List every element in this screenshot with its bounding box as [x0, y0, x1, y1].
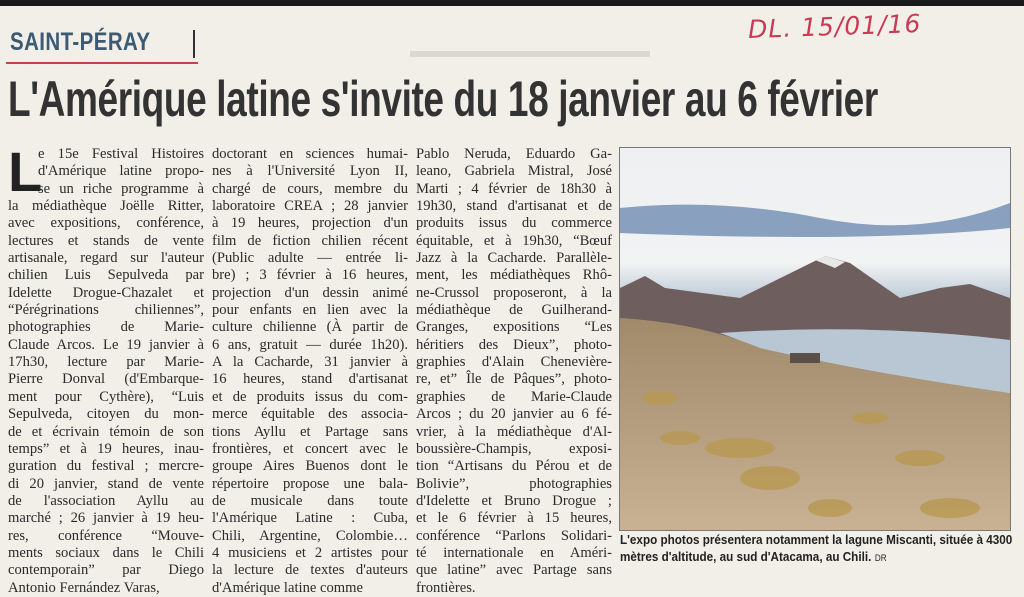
- article-line: Marti ; 4 février de 18h30 à: [416, 180, 612, 197]
- article-line: ments sociaux dans le Chili: [8, 544, 204, 561]
- article-line: tion “Artisans du Pérou et de: [416, 458, 612, 475]
- article-line: chargé de cours, membre du: [212, 180, 408, 197]
- article-line: marché ; 26 janvier à 19 heu-: [8, 510, 204, 527]
- article-line: la lecture de textes d'auteurs: [212, 562, 408, 579]
- article-line: nes à l'Université Lyon II,: [212, 163, 408, 180]
- article-line: de et écrivain témoin de son: [8, 423, 204, 440]
- section-divider: [193, 30, 195, 58]
- article-line: graphies de Marie-Claude: [416, 388, 612, 405]
- article-line: artisanale, regard sur l'auteur: [8, 250, 204, 267]
- article-line: de l'association Ayllu au: [8, 492, 204, 509]
- article-line: équitable, et à 19h30, “Bœuf: [416, 232, 612, 249]
- article-line: graphies d'Alain Chenevière-: [416, 354, 612, 371]
- article-line: chilien Luis Sepulveda par: [8, 267, 204, 284]
- article-line: frontières.: [416, 579, 476, 596]
- article-line: ne-Crussol proposeront, à la: [416, 284, 612, 301]
- article-line: Granges, expositions “Les: [416, 319, 612, 336]
- bleed-through-text: ▬▬▬▬▬▬▬▬▬▬▬▬: [410, 40, 650, 62]
- article-line: tions Ayllu et Partage sans: [212, 423, 408, 440]
- article-line: l'Amérique Latine : Cuba,: [212, 510, 408, 527]
- article-line: héritiers des Dieux”, photo-: [416, 336, 612, 353]
- article-line: Jazz à la Cacharde. Parallèle-: [416, 250, 612, 267]
- article-line: 19h30, stand d'artisanat et de: [416, 198, 612, 215]
- article-line: culture chilienne (À partir de: [212, 319, 408, 336]
- scan-edge: [0, 0, 1024, 6]
- article-line: bre) ; 3 février à 16 heures,: [212, 267, 408, 284]
- article-line: Arcos ; du 20 janvier au 6 fé-: [416, 406, 612, 423]
- article-line: té internationale en Améri-: [416, 544, 612, 561]
- article-line: que latine” avec Partage sans: [416, 562, 612, 579]
- headline: L'Amérique latine s'invite du 18 janvier au 6 février: [8, 71, 878, 127]
- article-line: ment pour Cythère), “Luis: [8, 388, 204, 405]
- article-line: lectures et stands de vente: [8, 232, 204, 249]
- caption-line: L'expo photos présentera notamment la lagune Miscanti, située à 4300: [620, 532, 1013, 547]
- article-line: merce équitable des associa-: [212, 406, 408, 423]
- article-line: 6 ans, gratuit — durée 1h20).: [212, 336, 408, 353]
- article-line: produits issus du commerce: [416, 215, 612, 232]
- article-line: A la Cacharde, 31 janvier à: [212, 354, 408, 371]
- article-line: laboratoire CREA ; 28 janvier: [212, 198, 408, 215]
- article-line: boussière-Champis, exposi-: [416, 440, 612, 457]
- article-line: d'Amérique latine comme: [212, 579, 363, 596]
- article-line: doctorant en sciences humai-: [212, 146, 408, 162]
- article-line: leano, Gabriela Mistral, José: [416, 163, 612, 180]
- article-line: pour enfants en lien avec la: [212, 302, 408, 319]
- article-line: de musicale dans toute: [212, 492, 408, 509]
- article-line: d'Idelette et Bruno Drogue ;: [416, 492, 612, 509]
- article-line: film de fiction chilien récent: [212, 232, 408, 249]
- article-line: ment, les médiathèques Rhô-: [416, 267, 612, 284]
- section-label: SAINT-PÉRAY: [10, 28, 151, 56]
- article-line: frontières, et concert avec le: [212, 440, 408, 457]
- article-line: re, et” Île de Pâques”, photo-: [416, 371, 612, 388]
- article-line: à 19 heures, projection d'un: [212, 215, 408, 232]
- photo-credit: DR: [874, 553, 887, 563]
- article-column-1: [8, 140, 204, 597]
- article-line: Sepulveda, citoyen du mon-: [8, 406, 204, 423]
- article-line: Claude Arcos. Le 19 janvier à: [8, 336, 204, 353]
- article-line: 16 heures, stand d'artisanat: [212, 371, 408, 388]
- article-line: Chili, Argentine, Colombie…: [212, 527, 408, 544]
- landscape-photo: [619, 147, 1011, 531]
- article-line: Pablo Neruda, Eduardo Ga-: [416, 146, 612, 162]
- article-line: di 20 janvier, stand de vente: [8, 475, 204, 492]
- article-line: Pierre Donval (d'Embarque-: [8, 371, 204, 388]
- article-line: et le 6 février à 15 heures,: [416, 510, 612, 527]
- article-line: et de produits issus du com-: [212, 388, 408, 405]
- article-line: groupe Aires Buenos dont le: [212, 458, 408, 475]
- article-column-2: [212, 146, 408, 597]
- article-line: contemporain” par Diego: [8, 562, 204, 579]
- section-underline: [6, 62, 198, 64]
- article-line: Bolivie”, photographies: [416, 475, 612, 492]
- caption-line: mètres d'altitude, au sud d'Atacama, au Chili.: [620, 549, 872, 564]
- article-column-3: [416, 146, 612, 597]
- article-line: avec expositions, conférence,: [8, 215, 204, 232]
- article-line: médiathèque de Guilherand-: [416, 302, 612, 319]
- article-line: e 15e Festival Histoires: [38, 146, 204, 162]
- article-line: Antonio Fernández Varas,: [8, 579, 160, 596]
- article-line: répertoire propose une bala-: [212, 475, 408, 492]
- article-line: vrier, à la médiathèque d'Al-: [416, 423, 612, 440]
- article-line: d'Amérique latine propo-: [38, 163, 204, 180]
- drop-cap: L: [8, 140, 43, 203]
- handwritten-date: DL. 15/01/16: [747, 8, 922, 45]
- article-line: 4 musiciens et 2 artistes pour: [212, 544, 408, 561]
- article-line: photographies de Marie-: [8, 319, 204, 336]
- article-line: 17h30, lecture par Marie-: [8, 354, 204, 371]
- article-line: guration du festival ; mercre-: [8, 458, 204, 475]
- article-line: conférence “Parlons Solidari-: [416, 527, 612, 544]
- article-line: res, conférence “Mouve-: [8, 527, 204, 544]
- article-line: Idelette Drogue-Chazalet et: [8, 284, 204, 301]
- article-line: projection d'un dessin animé: [212, 284, 408, 301]
- photo-caption: [620, 531, 1013, 567]
- article-line: la médiathèque Joëlle Ritter,: [8, 198, 204, 215]
- article-line: temps” et à 19 heures, inau-: [8, 440, 204, 457]
- article-line: “Pérégrinations chiliennes”,: [8, 302, 204, 319]
- article-line: se un riche programme à: [38, 180, 204, 197]
- article-line: (Public adulte — entrée li-: [212, 250, 408, 267]
